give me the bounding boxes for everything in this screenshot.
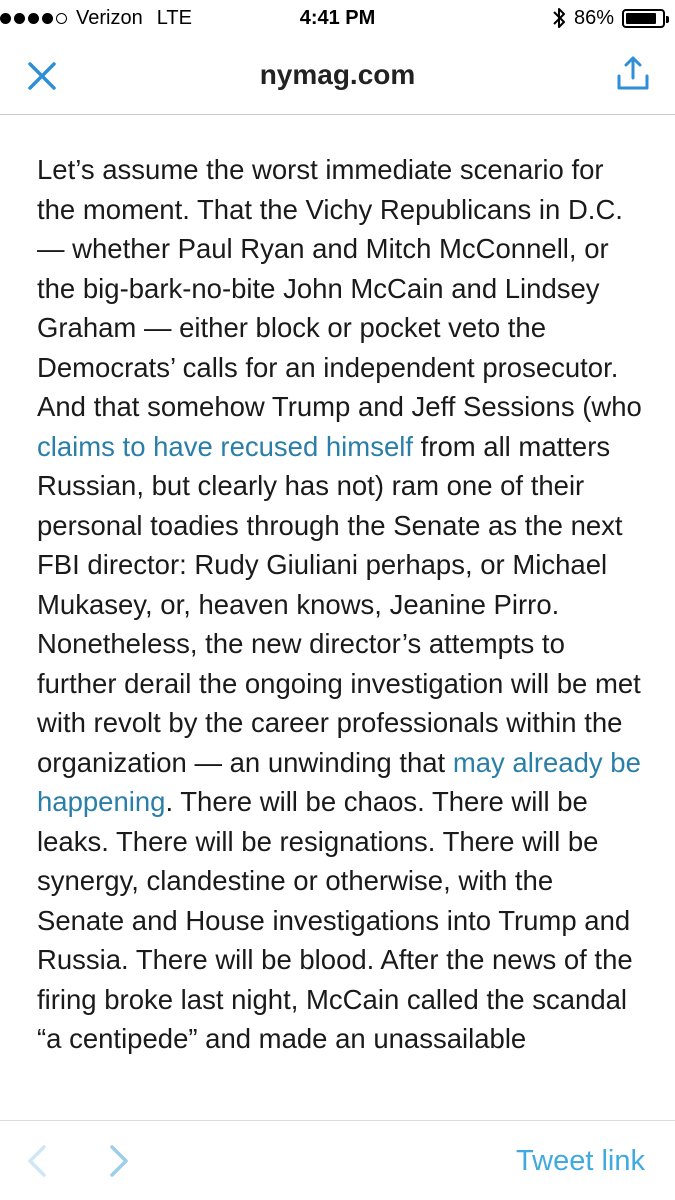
article-text-segment: . There will be chaos. There will be leaks. There will be resignations. There will be synergy, clandestine or otherwise, with the Senate and House investigations into Trump and Russia. There will be blood. After the news of the firing broke last night, McCain called the scandal “a centipede” and made an unassailable [37, 786, 633, 1054]
battery-cap [666, 16, 669, 23]
chevron-left-icon[interactable] [24, 1143, 52, 1179]
bluetooth-icon [552, 6, 566, 30]
battery-percent: 86% [573, 6, 614, 29]
status-time: 4:41 PM [299, 7, 376, 29]
tweet-link-button[interactable]: Tweet link [516, 1145, 645, 1177]
carrier-name: Verizon [76, 7, 143, 29]
page-title: nymag.com [259, 59, 416, 90]
share-icon[interactable] [613, 54, 653, 94]
article-text-segment: Let’s assume the worst immediate scenario for the moment. That the Vichy Republicans in D.C. — whether Paul Ryan and Mitch McConnell, or the big-bark-no-bite John McCain and Lindsey Graham — either block or pocket veto the Democrats’ calls for an independent prosecutor. And that somehow Trump and Jeff Sessions (who [37, 154, 642, 422]
article-text [37, 150, 647, 1059]
bottom-toolbar [0, 1120, 675, 1200]
article-body [37, 150, 647, 1120]
article-text-segment: from all matters Russian, but clearly has not) ram one of their personal toadies through the Senate as the next FBI director: Rudy Giuliani perhaps, or Michael Mukasey, or, heaven knows, Jeanine Pirro. Nonetheless, the new director’s attempts to further derail the ongoing investigation will be met with revolt by the career professionals within the organization — an unwinding that [37, 430, 641, 778]
chevron-right-icon[interactable] [104, 1143, 132, 1179]
network-type: LTE [156, 7, 192, 29]
article-link[interactable]: claims to have recused himself [37, 430, 413, 462]
status-right [552, 6, 665, 30]
battery-icon [622, 9, 665, 28]
status-bar [0, 0, 675, 38]
battery-fill [626, 13, 656, 24]
nav-bar [0, 38, 675, 115]
article-link[interactable]: may already be happening [37, 746, 641, 817]
